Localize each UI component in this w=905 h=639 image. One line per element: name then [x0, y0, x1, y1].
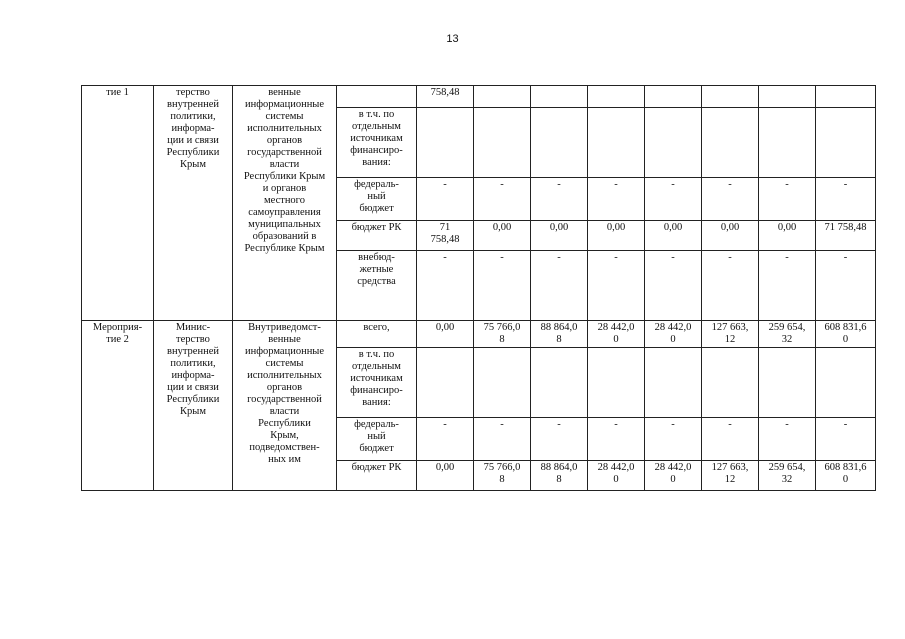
value-cell: 0,00: [702, 221, 759, 251]
value-cell: [474, 86, 531, 108]
budget-table: [81, 85, 876, 491]
value-cell: -: [645, 418, 702, 461]
value-cell: -: [759, 418, 816, 461]
value-cell: -: [474, 178, 531, 221]
source-label: бюджет РК: [337, 461, 417, 491]
value-cell: [588, 86, 645, 108]
source-label: в т.ч. по отдельным источникам финансиро- вания:: [337, 108, 417, 178]
value-cell: -: [531, 178, 588, 221]
value-cell: [702, 86, 759, 108]
value-cell: [816, 86, 876, 108]
value-cell: -: [588, 418, 645, 461]
value-cell: -: [702, 251, 759, 321]
source-label: бюджет РК: [337, 221, 417, 251]
source-label: внебюд- жетные средства: [337, 251, 417, 321]
value-cell: 71 758,48: [417, 221, 474, 251]
value-cell: -: [531, 251, 588, 321]
value-cell: -: [417, 251, 474, 321]
value-cell: -: [474, 418, 531, 461]
value-cell: 28 442,0 0: [588, 321, 645, 348]
value-cell: -: [588, 178, 645, 221]
value-cell: [759, 86, 816, 108]
object-cell: венные информационные системы исполнительных органов государственной власти Республики Крым и органов местного самоуправления муниципальных образований в Республике Крым: [233, 86, 337, 321]
value-cell: 259 654, 32: [759, 461, 816, 491]
value-cell: 608 831,6 0: [816, 321, 876, 348]
value-cell: -: [531, 418, 588, 461]
value-cell: -: [759, 178, 816, 221]
object-cell: Внутриведомст- венные информационные системы исполнительных органов государственной власти Республики Крым, подведомствен- ных им: [233, 321, 337, 491]
executor-cell: Минис- терство внутренней политики, информа- ции и связи Республики Крым: [154, 321, 233, 491]
value-cell: 758,48: [417, 86, 474, 108]
value-cell: -: [816, 251, 876, 321]
value-cell: 0,00: [531, 221, 588, 251]
table-row: [82, 321, 876, 348]
value-cell: 75 766,0 8: [474, 461, 531, 491]
value-cell: -: [417, 178, 474, 221]
value-cell: 28 442,0 0: [645, 321, 702, 348]
value-cell: 608 831,6 0: [816, 461, 876, 491]
source-label: [337, 86, 417, 108]
value-cell: -: [474, 251, 531, 321]
value-cell: [645, 86, 702, 108]
value-cell: 127 663, 12: [702, 461, 759, 491]
source-label: федераль- ный бюджет: [337, 178, 417, 221]
value-cell: -: [816, 178, 876, 221]
value-cell: 28 442,0 0: [645, 461, 702, 491]
measure-cell: тие 1: [82, 86, 154, 321]
value-cell: 0,00: [759, 221, 816, 251]
value-cell: -: [417, 418, 474, 461]
value-cell: -: [588, 251, 645, 321]
source-label: в т.ч. по отдельным источникам финансиро- вания:: [337, 348, 417, 418]
value-cell: 88 864,0 8: [531, 461, 588, 491]
value-cell: 28 442,0 0: [588, 461, 645, 491]
value-cell: 0,00: [588, 221, 645, 251]
measure-cell: Мероприя- тие 2: [82, 321, 154, 491]
value-cell: -: [645, 251, 702, 321]
source-label: федераль- ный бюджет: [337, 418, 417, 461]
table-row: [82, 86, 876, 108]
value-cell: 259 654, 32: [759, 321, 816, 348]
source-label: всего,: [337, 321, 417, 348]
value-cell: -: [759, 251, 816, 321]
value-cell: -: [702, 418, 759, 461]
value-cell: -: [645, 178, 702, 221]
value-cell: 88 864,0 8: [531, 321, 588, 348]
executor-cell: терство внутренней политики, информа- ции и связи Республики Крым: [154, 86, 233, 321]
value-cell: 71 758,48: [816, 221, 876, 251]
value-cell: 0,00: [645, 221, 702, 251]
value-cell: -: [702, 178, 759, 221]
value-cell: -: [816, 418, 876, 461]
value-cell: 0,00: [474, 221, 531, 251]
value-cell: 0,00: [417, 321, 474, 348]
value-cell: 75 766,0 8: [474, 321, 531, 348]
value-cell: [531, 86, 588, 108]
page-number: 13: [446, 33, 459, 45]
value-cell: 0,00: [417, 461, 474, 491]
value-cell: 127 663, 12: [702, 321, 759, 348]
